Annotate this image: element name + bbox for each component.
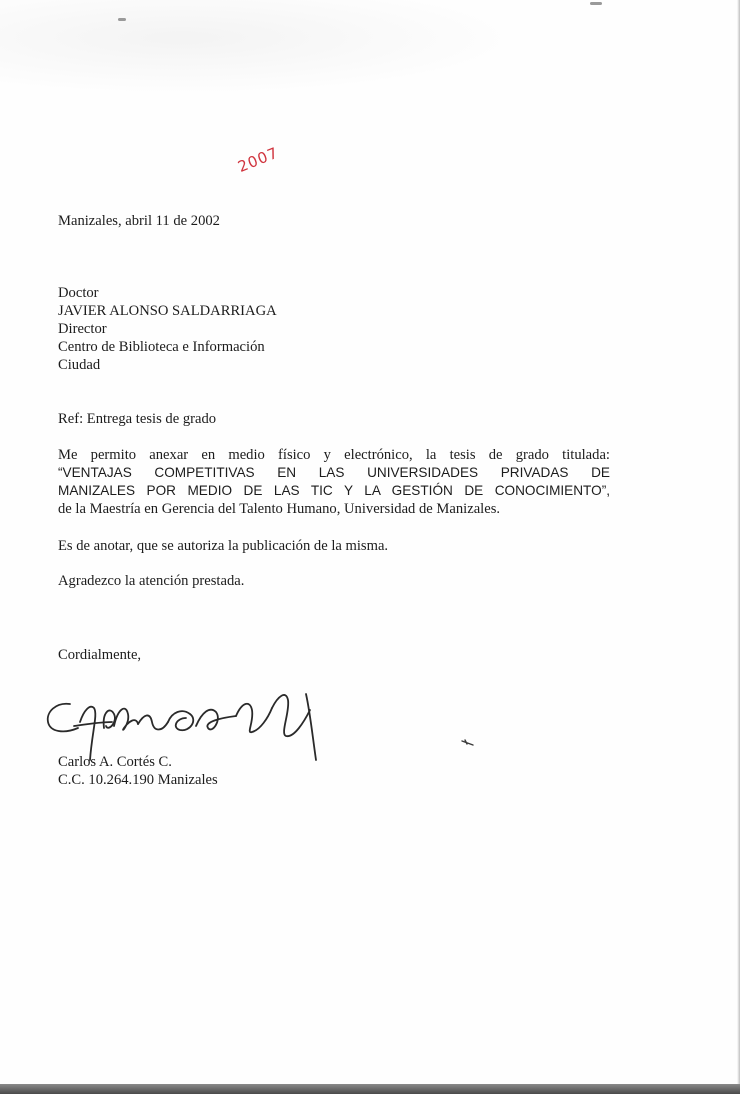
body-line-1: Me permito anexar en medio físico y electrónico, la tesis de grado titulada: bbox=[58, 447, 610, 463]
stray-ink-mark bbox=[461, 739, 475, 747]
reference-line: Ref: Entrega tesis de grado bbox=[58, 411, 217, 427]
scanner-bottom-edge bbox=[0, 1084, 740, 1094]
handwritten-year-annotation: 2007 bbox=[235, 143, 282, 176]
body-line-3-thesis-title: MANIZALES POR MEDIO DE LAS TIC Y LA GESTIÓN DE CONOCIMIENTO”, bbox=[58, 483, 610, 498]
place-date: Manizales, abril 11 de 2002 bbox=[58, 213, 220, 229]
scan-smudge bbox=[0, 0, 520, 95]
recipient-title: Doctor bbox=[58, 285, 99, 301]
authorization-line: Es de anotar, que se autoriza la publicación de la misma. bbox=[58, 538, 389, 554]
recipient-city: Ciudad bbox=[58, 357, 101, 373]
signer-id: C.C. 10.264.190 Manizales bbox=[58, 772, 218, 788]
thanks-line: Agradezco la atención prestada. bbox=[58, 573, 245, 589]
recipient-name: JAVIER ALONSO SALDARRIAGA bbox=[58, 303, 277, 319]
signer-name: Carlos A. Cortés C. bbox=[58, 754, 172, 770]
closing-line: Cordialmente, bbox=[58, 647, 142, 663]
scan-speck bbox=[590, 2, 602, 5]
body-line-2-thesis-title: “VENTAJAS COMPETITIVAS EN LAS UNIVERSIDADES PRIVADAS DE bbox=[58, 465, 610, 480]
recipient-department: Centro de Biblioteca e Información bbox=[58, 339, 265, 355]
scan-speck bbox=[118, 18, 126, 21]
body-line-4: de la Maestría en Gerencia del Talento Humano, Universidad de Manizales. bbox=[58, 501, 501, 517]
recipient-position: Director bbox=[58, 321, 107, 337]
